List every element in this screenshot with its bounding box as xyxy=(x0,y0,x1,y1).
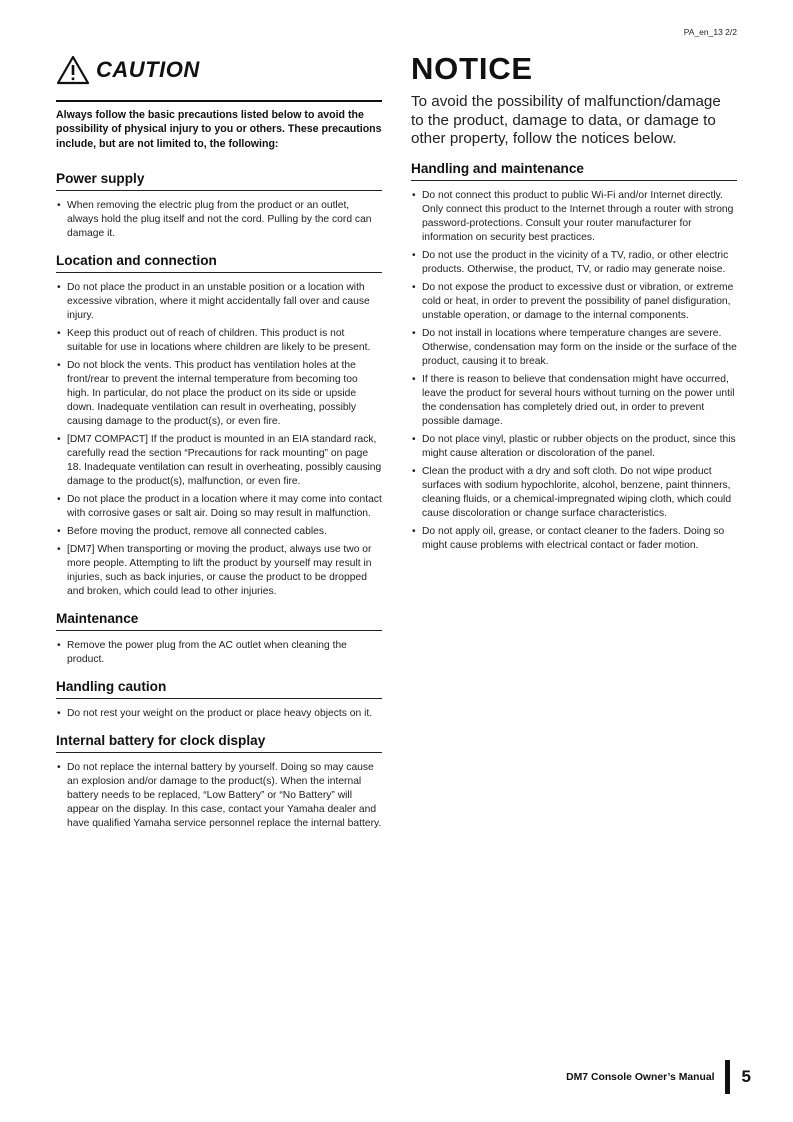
list-item xyxy=(411,281,737,323)
bullet-icon: • xyxy=(57,543,61,555)
footer-divider xyxy=(725,1060,730,1094)
list-item xyxy=(56,761,382,831)
bullet-icon: • xyxy=(57,493,61,505)
bullet-icon: • xyxy=(57,707,61,719)
notice-sections xyxy=(411,161,737,553)
list-item-text: Keep this product out of reach of children. This product is not suitable for use in locations where children are likely to be present. xyxy=(67,327,371,353)
caution-sections xyxy=(56,171,382,831)
list-item-text: [DM7 COMPACT] If the product is mounted in an EIA standard rack, carefully read the section “Precautions for rack mounting” on page 18. Inadequate ventilation can result in overheating, possibly causing damage to the product(s), malfunction, or even fire. xyxy=(67,433,382,487)
bullet-list xyxy=(56,639,382,667)
section-heading: Power supply xyxy=(56,171,382,191)
warning-triangle-icon xyxy=(56,55,90,85)
caution-section xyxy=(56,733,382,831)
bullet-icon: • xyxy=(57,639,61,651)
list-item xyxy=(411,373,737,429)
bullet-list xyxy=(56,707,382,721)
caution-column xyxy=(56,52,382,835)
list-item xyxy=(56,525,382,539)
section-heading: Handling caution xyxy=(56,679,382,699)
caution-section xyxy=(56,611,382,667)
list-item-text: If there is reason to believe that condensation might have occurred, leave the product for several hours without turning on the power until the condensation has completely dried out, in order to prevent possible damage. xyxy=(422,373,735,427)
list-item xyxy=(411,525,737,553)
bullet-icon: • xyxy=(412,327,416,339)
list-item-text: Do not block the vents. This product has ventilation holes at the front/rear to prevent the internal temperature from becoming too high. In particular, do not place the product on its side or upside down. Inadequate ventilation can result in overheating, possibly causing damage to the product(s), or even fire. xyxy=(67,359,358,427)
caution-intro: Always follow the basic precautions listed below to avoid the possibility of physical injury to you or others. These precautions include, but are not limited to, the following: xyxy=(56,100,382,159)
list-item-text: Do not expose the product to excessive dust or vibration, or extreme cold or heat, in order to prevent the possibility of panel disfiguration, unstable operation, or damage to the internal components. xyxy=(422,281,734,321)
list-item xyxy=(56,493,382,521)
list-item-text: Do not place the product in a location where it may come into contact with corrosive gases or salt air. Doing so may result in malfunction. xyxy=(67,493,382,519)
list-item xyxy=(411,465,737,521)
bullet-list xyxy=(56,199,382,241)
bullet-icon: • xyxy=(57,359,61,371)
caution-section xyxy=(56,253,382,599)
document-id: PA_en_13 2/2 xyxy=(683,27,737,37)
bullet-icon: • xyxy=(412,281,416,293)
bullet-icon: • xyxy=(57,761,61,773)
section-heading: Maintenance xyxy=(56,611,382,631)
list-item xyxy=(411,327,737,369)
bullet-list xyxy=(56,281,382,599)
bullet-icon: • xyxy=(57,327,61,339)
list-item xyxy=(411,249,737,277)
page-number: 5 xyxy=(741,1067,751,1086)
caution-heading xyxy=(56,52,382,88)
list-item xyxy=(56,281,382,323)
bullet-list xyxy=(411,189,737,553)
bullet-icon: • xyxy=(412,525,416,537)
list-item xyxy=(411,189,737,245)
caution-section xyxy=(56,679,382,721)
list-item xyxy=(56,639,382,667)
list-item-text: When removing the electric plug from the product or an outlet, always hold the plug itself and not the cord. Pulling by the cord can damage it. xyxy=(67,199,372,239)
list-item-text: Do not connect this product to public Wi-Fi and/or Internet directly. Only connect this product to the Internet through a router with strong password-protections. Consult your router manufacturer for information on security best practices. xyxy=(422,189,734,243)
list-item-text: Do not use the product in the vicinity of a TV, radio, or other electric products. Otherwise, the product, TV, or radio may generate noise. xyxy=(422,249,729,275)
caution-title: CAUTION xyxy=(96,57,200,82)
bullet-icon: • xyxy=(412,249,416,261)
bullet-icon: • xyxy=(57,281,61,293)
bullet-icon: • xyxy=(412,465,416,477)
list-item xyxy=(56,327,382,355)
bullet-icon: • xyxy=(57,199,61,211)
notice-column xyxy=(411,52,737,557)
list-item xyxy=(56,543,382,599)
list-item xyxy=(56,359,382,429)
list-item xyxy=(56,707,382,721)
section-heading: Location and connection xyxy=(56,253,382,273)
notice-section xyxy=(411,161,737,553)
list-item xyxy=(56,433,382,489)
list-item-text: Do not apply oil, grease, or contact cleaner to the faders. Doing so might cause problems with electrical contact or fader motion. xyxy=(422,525,725,551)
list-item-text: Remove the power plug from the AC outlet when cleaning the product. xyxy=(67,639,347,665)
list-item-text: Clean the product with a dry and soft cloth. Do not wipe product surfaces with sodium hypochlorite, alcohol, benzene, paint thinners, cleaning fluids, or a chemical-impregnated wiping cloth, which could cause discoloration or change surface characteristics. xyxy=(422,465,732,519)
list-item-text: [DM7] When transporting or moving the product, always use two or more people. Attempting to lift the product by yourself may result in injuries, such as back injuries, or cause the product to be dropped and broken, which could lead to other injuries. xyxy=(67,543,372,597)
section-heading: Handling and maintenance xyxy=(411,161,737,181)
bullet-icon: • xyxy=(57,433,61,445)
caution-section xyxy=(56,171,382,241)
bullet-icon: • xyxy=(412,189,416,201)
footer-manual-title: DM7 Console Owner’s Manual xyxy=(566,1071,715,1083)
list-item xyxy=(411,433,737,461)
notice-intro: To avoid the possibility of malfunction/damage to the product, damage to data, or damage to other property, follow the notices below. xyxy=(411,93,721,148)
section-heading: Internal battery for clock display xyxy=(56,733,382,753)
bullet-icon: • xyxy=(412,433,416,445)
list-item-text: Do not place the product in an unstable position or a location with excessive vibration, where it might accidentally fall over and cause injury. xyxy=(67,281,370,321)
bullet-icon: • xyxy=(57,525,61,537)
list-item-text: Do not install in locations where temperature changes are severe. Otherwise, condensation may form on the inside or the surface of the product, causing it to break. xyxy=(422,327,737,367)
list-item xyxy=(56,199,382,241)
list-item-text: Before moving the product, remove all connected cables. xyxy=(67,525,327,537)
bullet-list xyxy=(56,761,382,831)
list-item-text: Do not rest your weight on the product or place heavy objects on it. xyxy=(67,707,373,719)
list-item-text: Do not replace the internal battery by yourself. Doing so may cause an explosion and/or damage to the product(s). When the internal battery needs to be replaced, “Low Battery” or “No Battery” will appear on the display. In this case, contact your Yamaha dealer and have qualified Yamaha service personnel replace the internal battery. xyxy=(67,761,382,829)
notice-title: NOTICE xyxy=(411,51,533,86)
page-footer xyxy=(566,1060,751,1094)
list-item-text: Do not place vinyl, plastic or rubber objects on the product, since this might cause alteration or discoloration of the panel. xyxy=(422,433,736,459)
bullet-icon: • xyxy=(412,373,416,385)
